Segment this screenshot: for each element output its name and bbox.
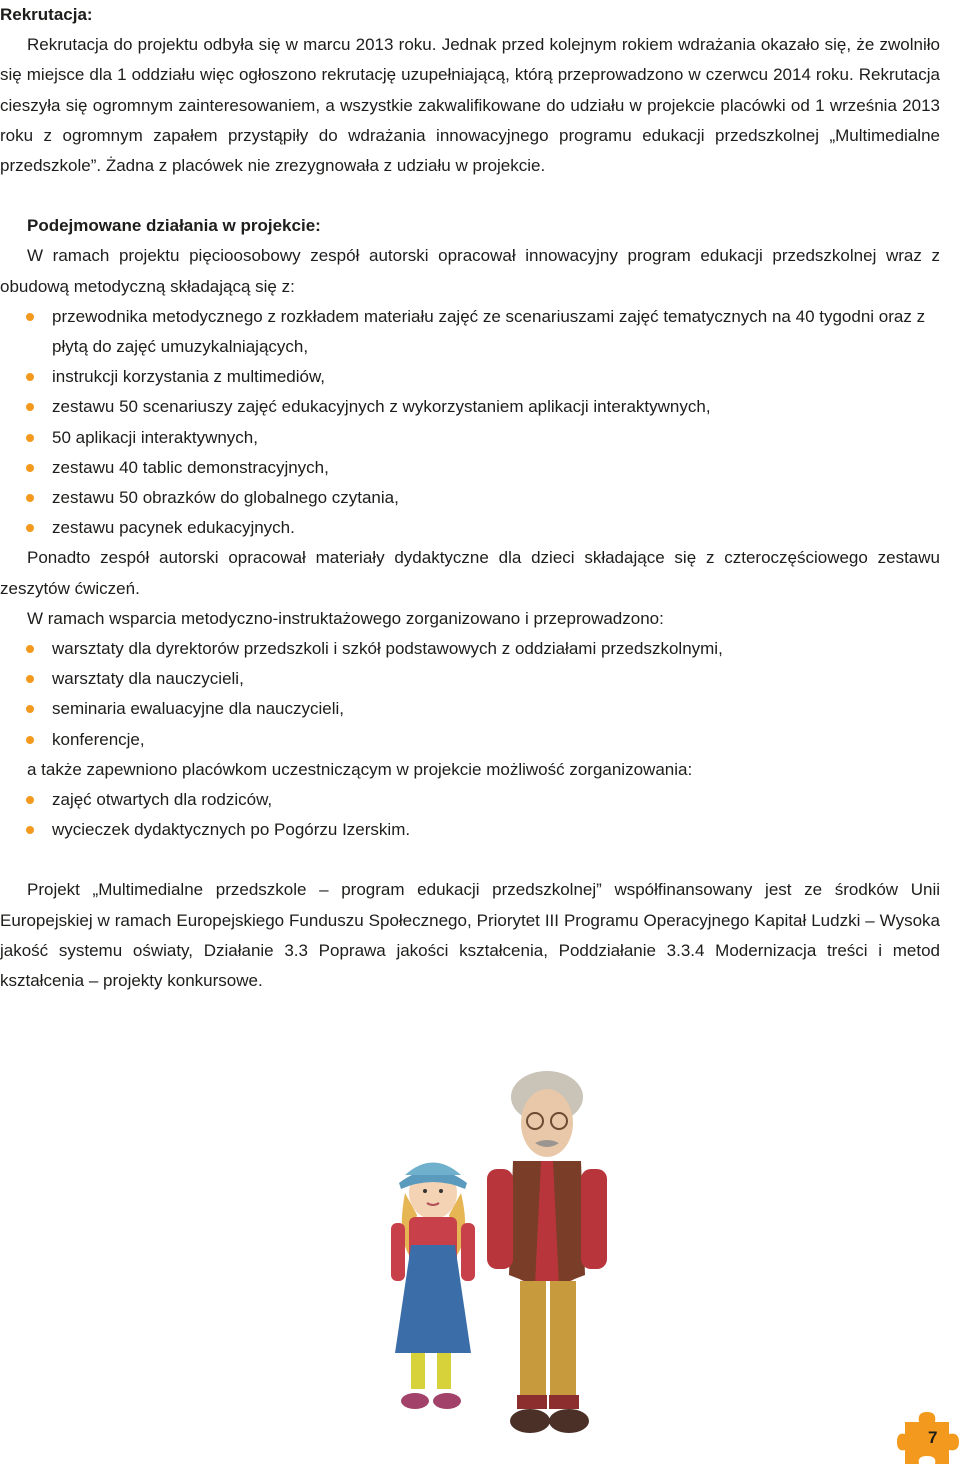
support-intro: W ramach wsparcia metodyczno-instruktażowego zorganizowano i przeprowadzono: — [27, 608, 664, 628]
list-item: zestawu 50 scenariuszy zajęć edukacyjnych z wykorzystaniem aplikacji interaktywnych, — [0, 392, 940, 422]
grandfather-puppet — [487, 1071, 607, 1433]
list-item: wycieczek dydaktycznych po Pogórzu Izerskim. — [0, 815, 940, 845]
extra-list — [0, 785, 940, 845]
list-item: zestawu 50 obrazków do globalnego czytania, — [0, 483, 940, 513]
list-item: zestawu 40 tablic demonstracyjnych, — [0, 453, 940, 483]
methodology-list — [0, 302, 940, 544]
list-item: zestawu pacynek edukacyjnych. — [0, 513, 940, 543]
extra-intro: a także zapewniono placówkom uczestniczącym w projekcie możliwość zorganizowania: — [27, 759, 693, 779]
activities-heading: Podejmowane działania w projekcie: — [27, 216, 321, 236]
list-item: 50 aplikacji interaktywnych, — [0, 423, 940, 453]
support-list — [0, 634, 940, 755]
recruitment-paragraph: Rekrutacja do projektu odbyła się w marcu 2013 roku. Jednak przed kolejnym rokiem wdrażania okazało się, że zwolniło się miejsce dla 1 oddziału więc ogłoszono rekrutację uzupełniającą, którą przeprowadzono w czerwcu 2014 roku. Rekrutacja cieszyła się ogromnym zainteresowaniem, a wszystkie zakwalifikowane do udziału w projekcie placówki od 1 września 2013 roku z ogromnym zapałem przystąpiły do wdrażania innowacyjnego programu edukacji przedszkolnej „Multimedialne przedszkole”. Żadna z placówek nie zrezygnowała z udziału w projekcie. — [0, 35, 940, 176]
list-item: przewodnika metodycznego z rozkładem materiału zajęć ze scenariuszami zajęć tematycznych na 40 tygodni oraz z płytą do zajęć umuzykalniających, — [0, 302, 940, 362]
recruitment-heading: Rekrutacja: — [0, 5, 93, 24]
activities-intro: W ramach projektu pięcioosobowy zespół autorski opracował innowacyjny program edukacji przedszkolnej wraz z obudową metodyczną składającą się z: — [0, 246, 940, 296]
funding-paragraph: Projekt „Multimedialne przedszkole – program edukacji przedszkolnej” współfinansowany jest ze środków Unii Europejskiej w ramach Europejskiego Funduszu Społecznego, Priorytet III Programu Operacyjnego Kapitał Ludzki – Wysoka jakość systemu oświaty, Działanie 3.3 Poprawa jakości kształcenia, Poddziałanie 3.3.4 Modernizacja treści i metod kształcenia – projekty konkursowe. — [0, 880, 940, 991]
page-number: 7 — [928, 1428, 938, 1447]
list-item: seminaria ewaluacyjne dla nauczycieli, — [0, 694, 940, 724]
puppets-illustration — [375, 1065, 665, 1460]
girl-puppet — [391, 1163, 475, 1410]
list-item: konferencje, — [0, 725, 940, 755]
list-item: zajęć otwartych dla rodziców, — [0, 785, 940, 815]
list-item: instrukcji korzystania z multimediów, — [0, 362, 940, 392]
materials-paragraph: Ponadto zespół autorski opracował materiały dydaktyczne dla dzieci składające się z czteroczęściowego zestawu zeszytów ćwiczeń. — [0, 548, 940, 598]
list-item: warsztaty dla nauczycieli, — [0, 664, 940, 694]
list-item: warsztaty dla dyrektorów przedszkoli i szkół podstawowych z oddziałami przedszkolnymi, — [0, 634, 940, 664]
